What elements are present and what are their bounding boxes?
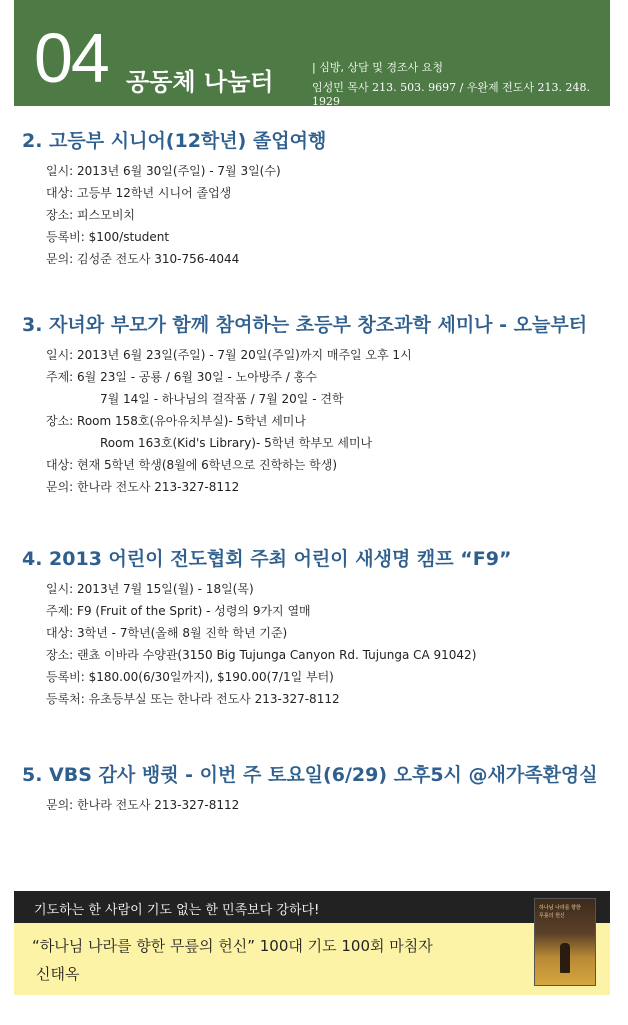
book-cover-image (534, 898, 596, 986)
detail-line: 문의: 한나라 전도사 213-327-8112 (46, 798, 240, 812)
section-heading: 3. 자녀와 부모가 함께 참여하는 초등부 창조과학 세미나 - 오늘부터 (22, 314, 588, 336)
notice-section-vbs-banquet (22, 760, 602, 816)
detail-line: 주제: 6월 23일 - 공룡 / 6월 30일 - 노아방주 / 홍수 (46, 370, 317, 384)
section-details (46, 794, 602, 816)
detail-line: 7월 14일 - 하나님의 걸작품 / 7월 20일 - 견학 (100, 392, 344, 406)
section-heading: 2. 고등부 시니어(12학년) 졸업여행 (22, 130, 327, 152)
detail-line: 문의: 김성준 전도사 310-756-4044 (46, 252, 240, 266)
prayer-completion-name: 신태옥 (36, 965, 80, 983)
detail-line: 등록비: $180.00(6/30일까지), $190.00(7/1일 부터) (46, 670, 334, 684)
notice-section-senior-trip (22, 126, 602, 270)
detail-line: 대상: 3학년 - 7학년(올해 8월 진학 학년 기준) (46, 626, 288, 640)
page-header (14, 0, 610, 106)
detail-line: 대상: 현재 5학년 학생(8월에 6학년으로 진학하는 학생) (46, 458, 338, 472)
section-details (46, 578, 602, 710)
section-details (46, 160, 602, 270)
book-title-line: 하나님 나라를 향한 (539, 905, 581, 911)
section-number: 04 (34, 19, 108, 97)
detail-line: 대상: 고등부 12학년 시니어 졸업생 (46, 186, 232, 200)
detail-line: Room 163호(Kid's Library)- 5학년 학부모 세미나 (100, 436, 373, 450)
detail-line: 문의: 한나라 전도사 213-327-8112 (46, 480, 240, 494)
page-title: 공동체 나눔터 (126, 68, 274, 96)
prayer-completion-box (14, 923, 610, 995)
detail-line: 장소: 랜쵸 이바라 수양관(3150 Big Tujunga Canyon Rd. Tujunga CA 91042) (46, 648, 477, 662)
detail-line: 등록비: $100/student (46, 230, 170, 244)
section-details (46, 344, 602, 498)
detail-line: 장소: 피스모비치 (46, 208, 136, 222)
prayer-completion-title: “하나님 나라를 향한 무릎의 헌신” 100대 기도 100회 마침자 (32, 937, 433, 955)
prayer-banner (14, 891, 610, 923)
person-silhouette-icon (560, 943, 570, 973)
detail-line: 주제: F9 (Fruit of the Sprit) - 성령의 9가지 열매 (46, 604, 311, 618)
detail-line: 일시: 2013년 6월 30일(주일) - 7월 3일(수) (46, 164, 281, 178)
contact-info-label: | 심방, 상담 및 경조사 요청 (312, 61, 443, 74)
section-heading: 4. 2013 어린이 전도협회 주최 어린이 새생명 캠프 “F9” (22, 548, 512, 570)
detail-line: 장소: Room 158호(유아유치부실)- 5학년 세미나 (46, 414, 306, 428)
prayer-slogan: 기도하는 한 사람이 기도 없는 한 민족보다 강하다! (34, 903, 320, 918)
detail-line: 등록처: 유초등부실 또는 한나라 전도사 213-327-8112 (46, 692, 340, 706)
notice-section-children-camp (22, 544, 602, 710)
notice-section-science-seminar (22, 310, 602, 498)
detail-line: 일시: 2013년 6월 23일(주일) - 7월 20일(주일)까지 매주일 오후 1시 (46, 348, 412, 362)
contact-info-phones: 임성민 목사 213. 503. 9697 / 우완제 전도사 213. 248. 1929 (312, 81, 591, 108)
detail-line: 일시: 2013년 7월 15일(월) - 18일(목) (46, 582, 254, 596)
section-heading: 5. VBS 감사 뱅큇 - 이번 주 토요일(6/29) 오후5시 @새가족환영실 (22, 764, 598, 786)
book-title-line: 무릎의 헌신 (539, 913, 565, 919)
